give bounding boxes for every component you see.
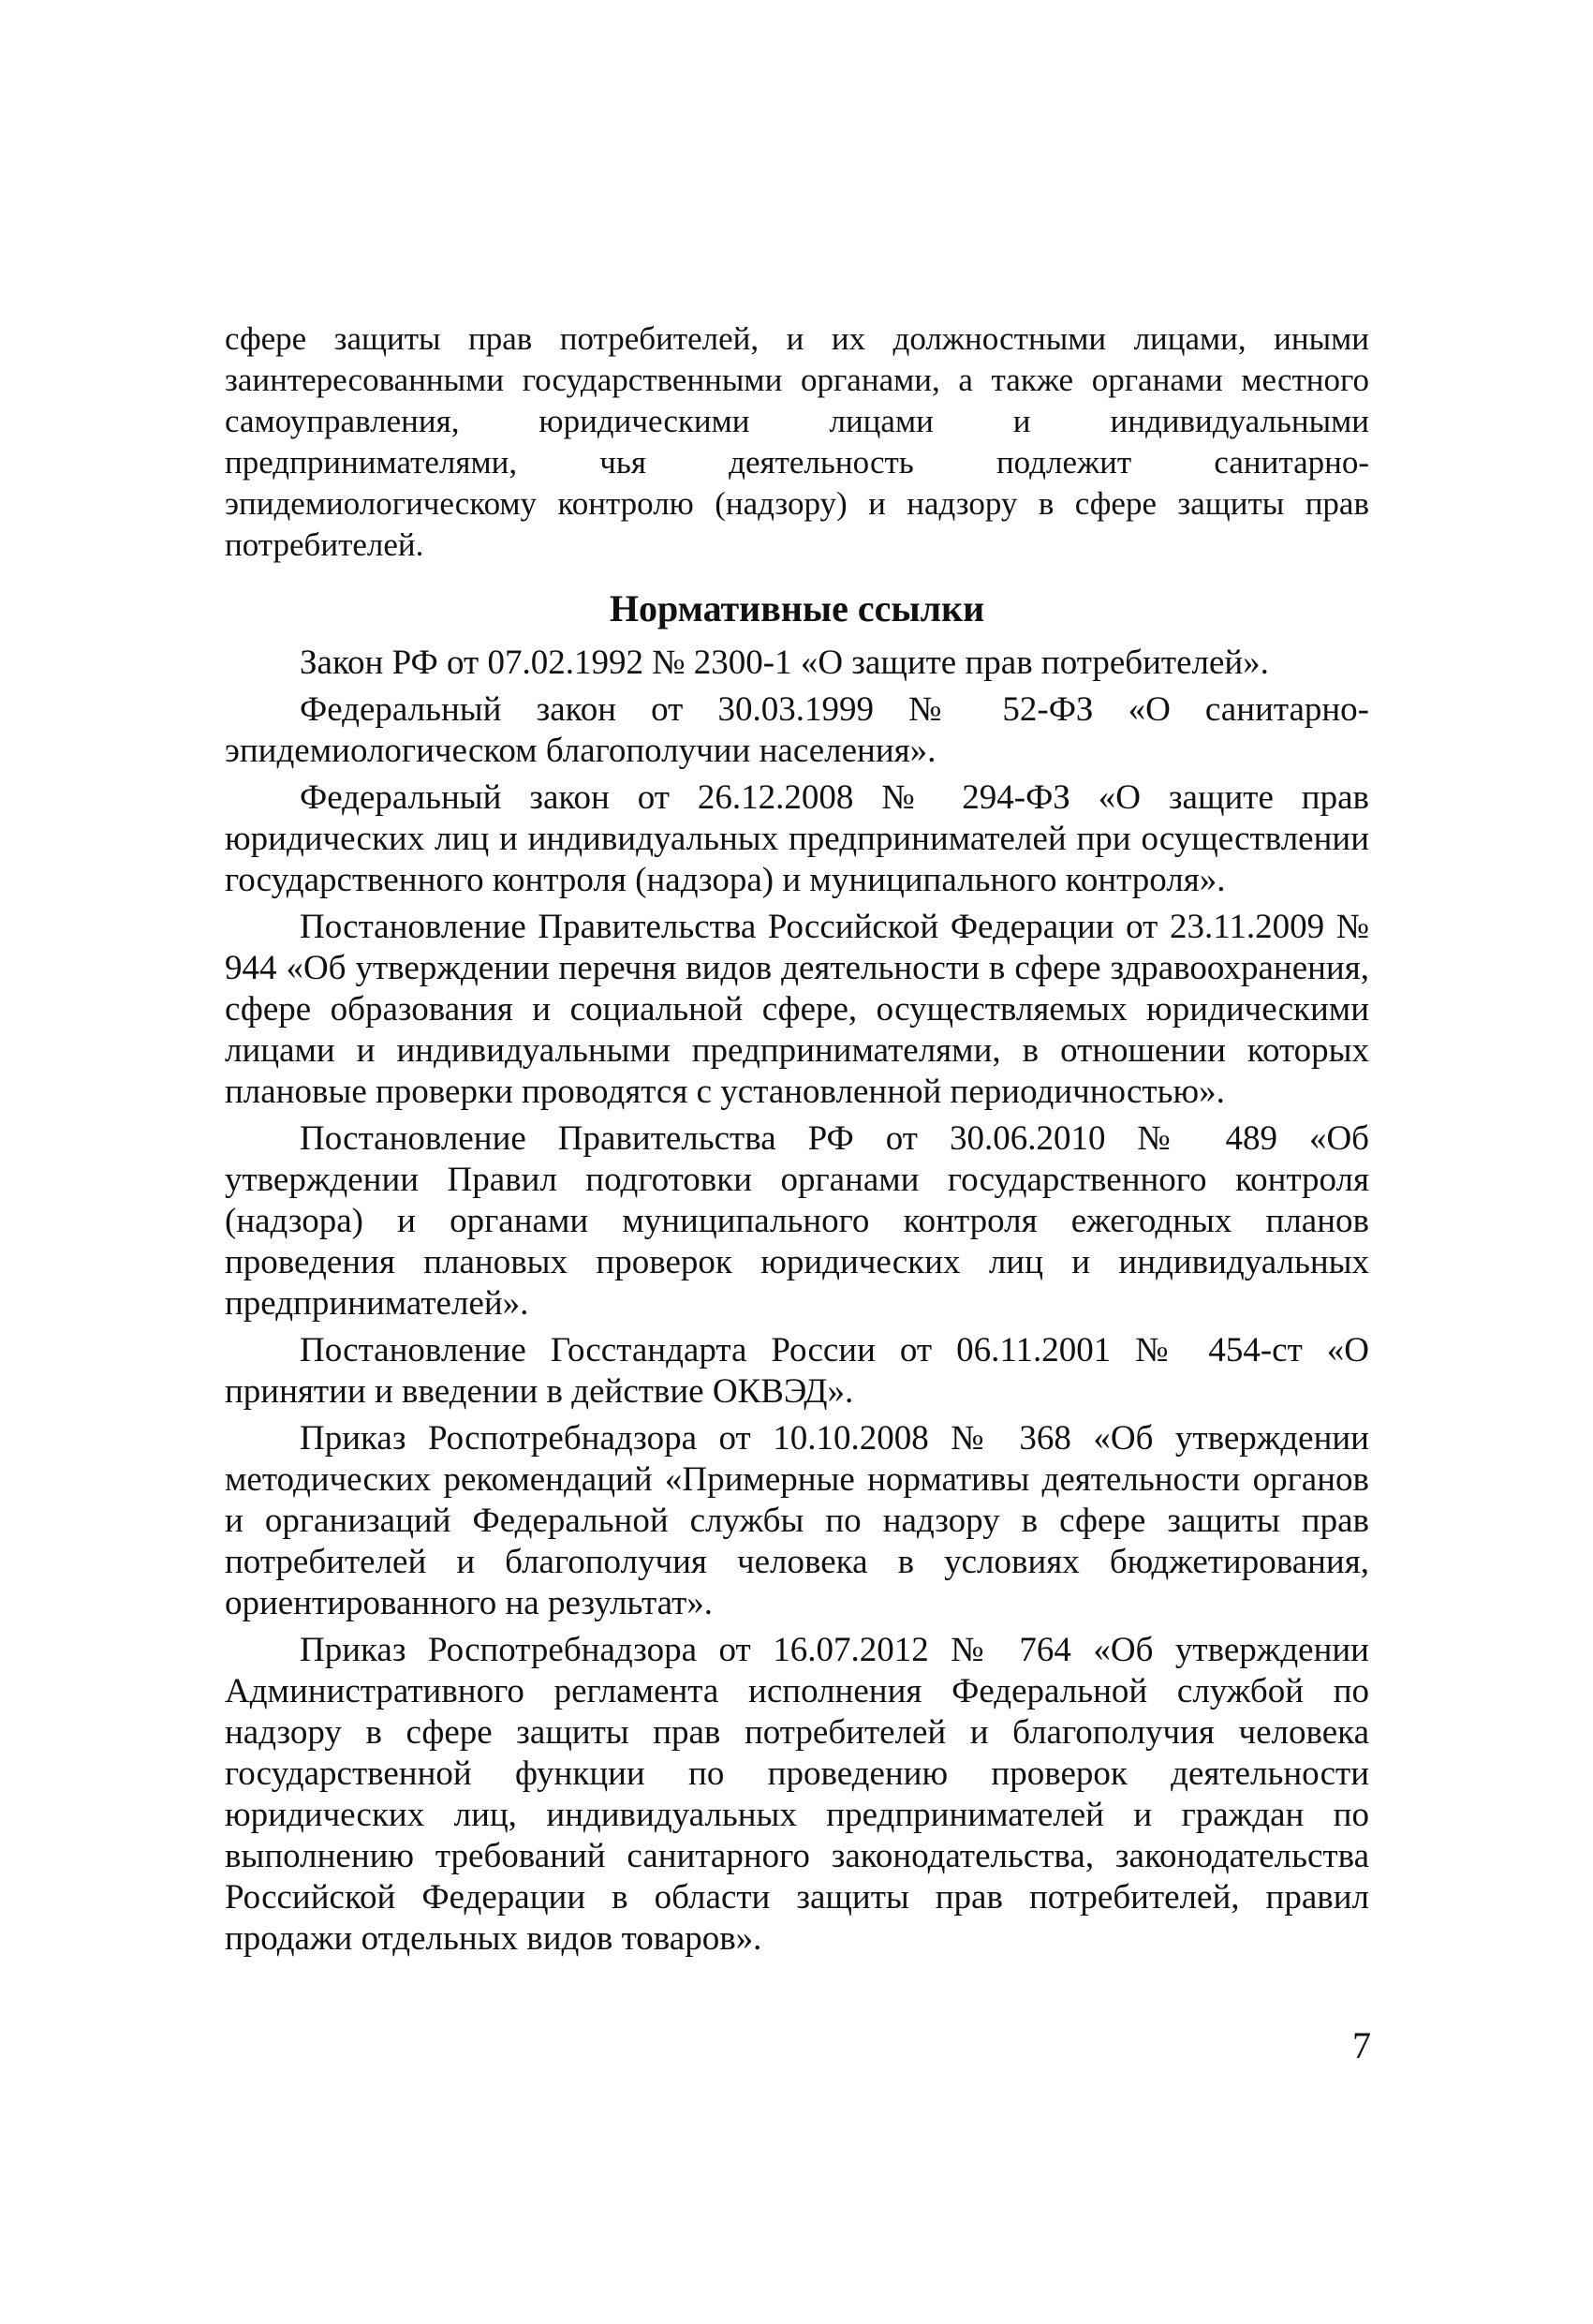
reference-item: Федеральный закон от 30.03.1999 № 52-ФЗ «О санитарно-эпидемиологическом благополучии населения». (225, 690, 1369, 770)
reference-item: Постановление Правительства РФ от 30.06.2010 № 489 «Об утверждении Правил подготовки органами государственного контроля (надзора) и органами муниципального контроля ежегодных планов проведения плановых проверок юридических лиц и индивидуальных предпринимателей». (225, 1119, 1369, 1323)
section-title: Нормативные ссылки (609, 587, 985, 629)
intro-paragraph: сфере защиты прав потребителей, и их должностными лицами, иными заинтересованными государственными органами, а также органами местного самоуправления, юридическими лицами и индивидуальными предпринимателями, чья деятельность подлежит санитарно-эпидемиологическому контролю (надзору) и надзору в сфере защиты прав потребителей. (225, 320, 1369, 563)
reference-item: Закон РФ от 07.02.1992 № 2300-1 «О защите прав потребителей». (300, 644, 1269, 682)
reference-item: Постановление Госстандарта России от 06.11.2001 № 454-ст «О принятии и введении в действие ОКВЭД». (225, 1331, 1369, 1411)
page-number: 7 (1352, 2024, 1371, 2066)
reference-item: Приказ Роспотребнадзора от 10.10.2008 № 368 «Об утверждении методических рекомендаций «Примерные нормативы деятельности органов и организаций Федеральной службы по надзору в сфере защиты прав потребителей и благополучия человека в условиях бюджетирования, ориентированного на результат». (225, 1419, 1369, 1622)
references-list (225, 643, 1369, 1965)
reference-item: Федеральный закон от 26.12.2008 № 294-ФЗ «О защите прав юридических лиц и индивидуальных предпринимателей при осуществлении государственного контроля (надзора) и муниципального контроля». (225, 778, 1369, 899)
reference-item: Постановление Правительства Российской Федерации от 23.11.2009 № 944 «Об утверждении перечня видов деятельности в сфере здравоохранения, сфере образования и социальной сфере, осуществляемых юридическими лицами и индивидуальными предпринимателями, в отношении которых плановые проверки проводятся с установленной периодичностью». (225, 908, 1369, 1111)
reference-item: Приказ Роспотребнадзора от 16.07.2012 № 764 «Об утверждении Административного регламента исполнения Федеральной службой по надзору в сфере защиты прав потребителей и благополучия человека государственной функции по проведению проверок деятельности юридических лиц, индивидуальных предпринимателей и граждан по выполнению требований санитарного законодательства, законодательства Российской Федерации в области защиты прав потребителей, правил продажи отдельных видов товаров». (225, 1631, 1369, 1958)
